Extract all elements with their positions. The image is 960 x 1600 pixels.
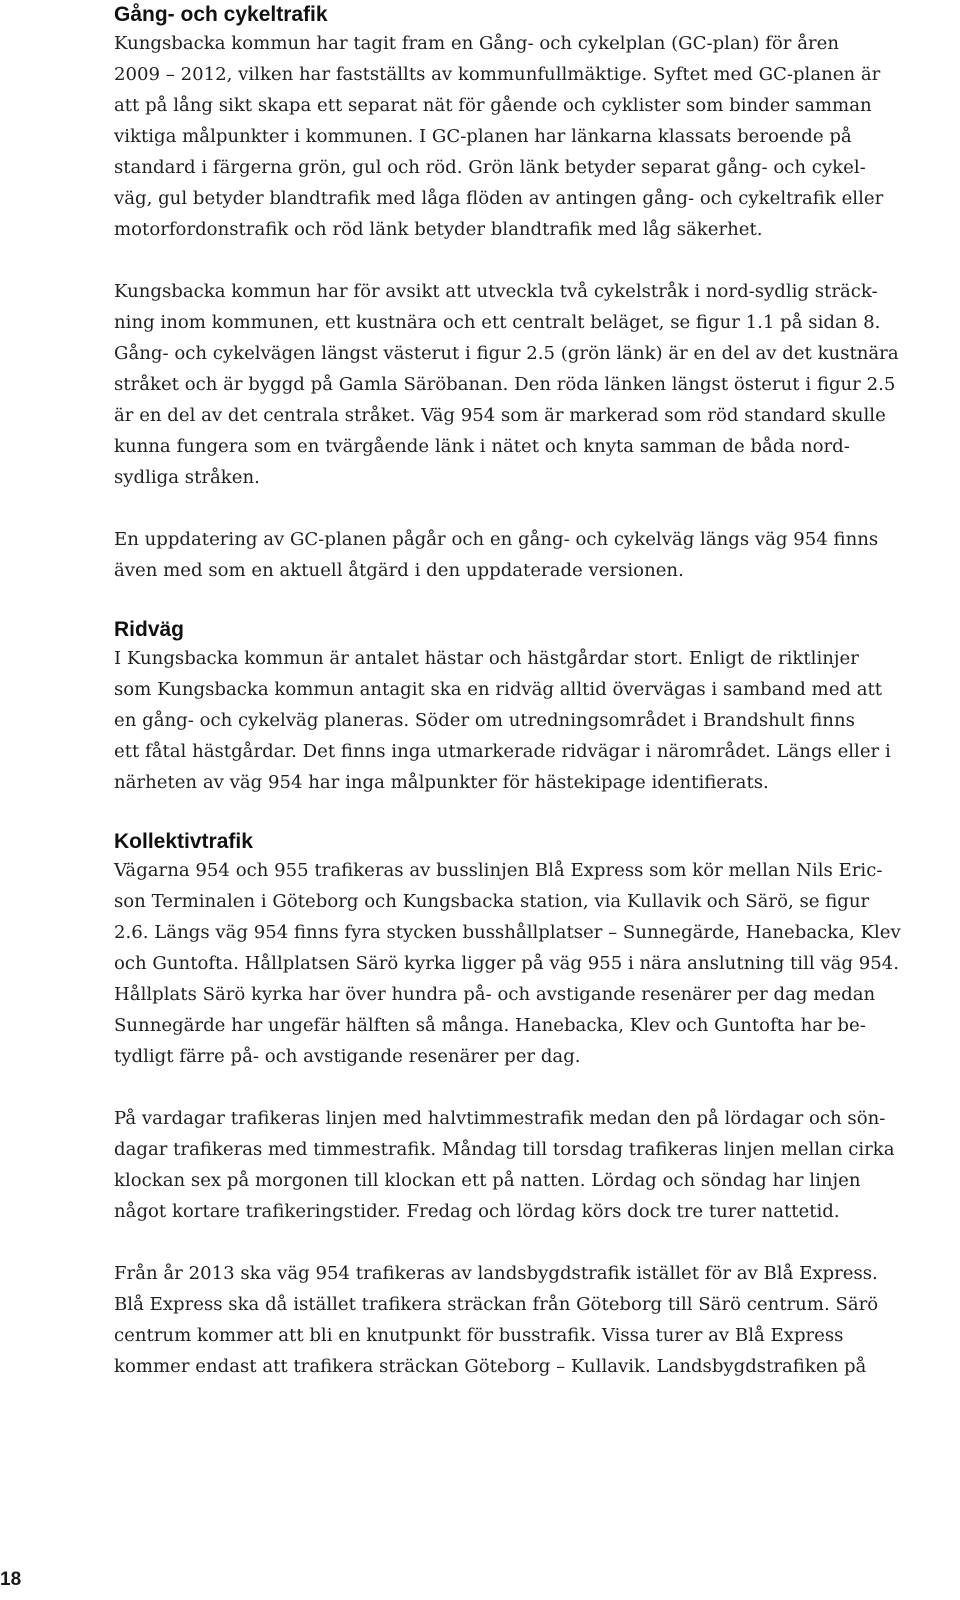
page-content: [114, 0, 944, 1382]
section-heading-kollektivtrafik: Kollektivtrafik: [114, 830, 253, 853]
paragraph: Från år 2013 ska väg 954 trafikeras av landsbygdstrafik istället för av Blå Express. Blå Express ska då istället trafikera sträckan från Göteborg till Särö centrum. Särö centrum kommer att bli en knutpunkt för busstrafik. Vissa turer av Blå Express kommer endast att trafikera sträckan Göteborg – Kullavik. Landsbygdstrafiken på: [114, 1263, 879, 1377]
section-heading-ridvag: Ridväg: [114, 618, 185, 641]
paragraph: På vardagar trafikeras linjen med halvtimmestrafik medan den på lördagar och sön- dagar trafikeras med timmestrafik. Måndag till torsdag trafikeras linjen mellan cirka klockan sex på morgonen till klockan ett på natten. Lördag och söndag har linjen något kortare trafikeringstider. Fredag och lördag körs dock tre turer nattetid.: [114, 1108, 895, 1222]
paragraph: Kungsbacka kommun har tagit fram en Gång- och cykelplan (GC-plan) för åren 2009 – 2012, vilken har fastställts av kommunfullmäktige. Syftet med GC-planen är att på lång sikt skapa ett separat nät för gående och cyklister som binder samman viktiga målpunkter i kommunen. I GC-planen har länkarna klassats beroende på standard i färgerna grön, gul och röd. Grön länk betyder separat gång- och cykel- väg, gul betyder blandtrafik med låga flöden av antingen gång- och cykeltrafik eller motorfordonstrafik och röd länk betyder blandtrafik med låg säkerhet.: [114, 33, 884, 240]
paragraph: I Kungsbacka kommun är antalet hästar och hästgårdar stort. Enligt de riktlinjer som Kungsbacka kommun antagit ska en ridväg alltid övervägas i samband med att en gång- och cykelväg planeras. Söder om utredningsområdet i Brandshult finns ett fåtal hästgårdar. Det finns inga utmarkerade ridvägar i närområdet. Längs eller i närheten av väg 954 har inga målpunkter för hästekipage identifierats.: [114, 648, 891, 793]
paragraph: Vägarna 954 och 955 trafikeras av busslinjen Blå Express som kör mellan Nils Eric- son Terminalen i Göteborg och Kungsbacka station, via Kullavik och Särö, se figur 2.6. Längs väg 954 finns fyra stycken busshållplatser – Sunnegärde, Hanebacka, Klev och Guntofta. Hållplatsen Särö kyrka ligger på väg 955 i nära anslutning till väg 954. Hållplats Särö kyrka har över hundra på- och avstigande resenärer per dag medan Sunnegärde har ungefär hälften så många. Hanebacka, Klev och Guntofta har be- tydligt färre på- och avstigande resenärer per dag.: [114, 860, 901, 1067]
page-number: 18: [0, 1569, 22, 1590]
paragraph: En uppdatering av GC-planen pågår och en gång- och cykelväg längs väg 954 finns även med som en aktuell åtgärd i den uppdaterade versionen.: [114, 529, 879, 581]
paragraph: Kungsbacka kommun har för avsikt att utveckla två cykelstråk i nord-sydlig sträck- ning inom kommunen, ett kustnära och ett centralt beläget, se figur 1.1 på sidan 8. Gång- och cykelvägen längst västerut i figur 2.5 (grön länk) är en del av det kustnära stråket och är byggd på Gamla Säröbanan. Den röda länken längst österut i figur 2.5 är en del av det centrala stråket. Väg 954 som är markerad som röd standard skulle kunna fungera som en tvärgående länk i nätet och knyta samman de båda nord- sydliga stråken.: [114, 281, 899, 488]
section-heading-gang-och-cykeltrafik: Gång- och cykeltrafik: [114, 3, 328, 26]
